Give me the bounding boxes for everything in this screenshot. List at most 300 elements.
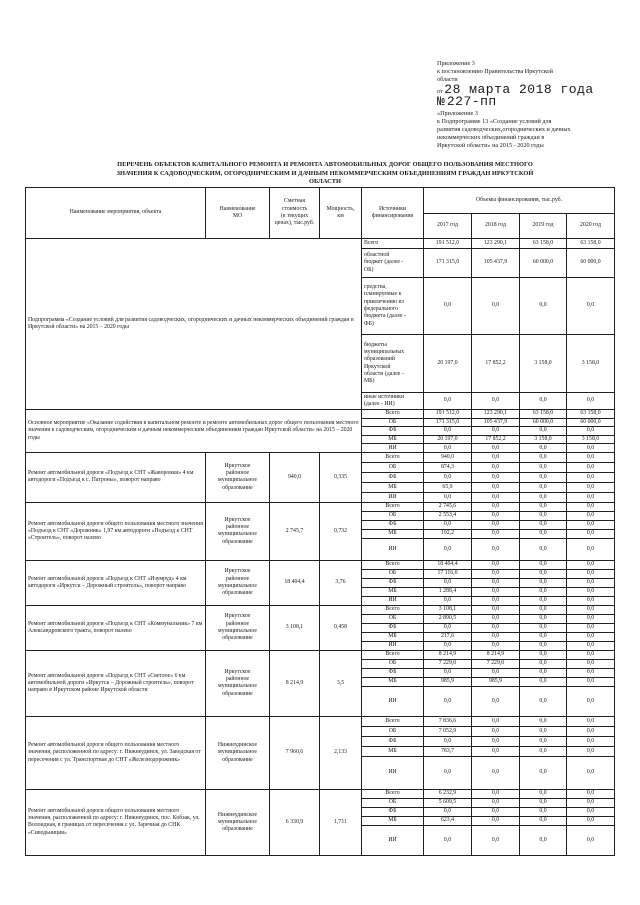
value-cell: 60 000,0 [520, 249, 567, 278]
value-cell: 0,0 [472, 520, 520, 529]
source-label-line: ФБ) [364, 320, 374, 327]
source-label-line: иные источники [364, 393, 405, 400]
value-cell: 0,0 [567, 502, 615, 511]
source-label-line: средства, [364, 284, 387, 291]
object-municipality [206, 789, 270, 855]
value-cell: 0,0 [472, 511, 520, 520]
value-cell: 0,0 [520, 798, 567, 807]
main-event-row [26, 410, 615, 419]
value-cell: 0,0 [472, 686, 520, 716]
value-cell: 0,0 [567, 686, 615, 716]
value-cell: 0,0 [472, 641, 520, 650]
municipality-line: Нижнеудинское [217, 742, 258, 749]
value-cell: 0,0 [520, 816, 567, 825]
value-cell: 0,0 [520, 726, 567, 736]
value-cell: 0,0 [472, 462, 520, 472]
col-header-2019: 2019 год [520, 214, 567, 239]
value-cell: 0,0 [520, 668, 567, 677]
value-cell: 0,0 [567, 538, 615, 560]
source-label: ИИ [362, 641, 424, 650]
value-cell: 0,0 [520, 641, 567, 650]
value-cell: 0,0 [520, 569, 567, 578]
source-label-line: муниципальных [364, 348, 405, 355]
source-label: МБ [362, 435, 424, 444]
object-municipality [206, 560, 270, 605]
source-label-line: области (далее - [364, 370, 404, 377]
value-cell: 7 229,0 [472, 659, 520, 668]
appendix-line-1: «Приложение 3 [437, 110, 478, 117]
value-cell: 0,0 [472, 736, 520, 746]
value-cell: 0,0 [472, 614, 520, 623]
value-cell: 0,0 [567, 726, 615, 736]
value-cell: 0,0 [472, 427, 520, 436]
municipality-line: районное [225, 620, 250, 627]
source-label: ОБ [362, 418, 424, 427]
value-cell: 3 158,0 [567, 335, 615, 393]
value-cell: 171 315,0 [424, 418, 472, 427]
object-name: Ремонт автомобильной дороги «Подъезд к СНТ «Светлое» 6 км автомобильной дороги «Иркутск – Дорожный строитель», поворот направо в Иркутском районе Иркутской области [26, 650, 206, 716]
source-label: ФБ [362, 668, 424, 677]
source-label [362, 249, 424, 278]
municipality-line: муниципальное [218, 749, 257, 756]
value-cell: 217,6 [424, 632, 472, 641]
object-municipality [206, 502, 270, 560]
source-label: ОБ [362, 462, 424, 472]
value-cell: 0,0 [472, 756, 520, 789]
value-cell: 0,0 [520, 462, 567, 472]
value-cell: 0,0 [567, 462, 615, 472]
municipality-line: районное [225, 575, 250, 582]
source-label: ФБ [362, 736, 424, 746]
object-cost: 7 960,6 [270, 716, 320, 789]
object-cost: 6 330,9 [270, 789, 320, 855]
value-cell: 0,0 [567, 605, 615, 614]
source-label: Всего [362, 502, 424, 511]
municipality-line: муниципальное [218, 582, 257, 589]
value-cell: 0,0 [472, 798, 520, 807]
value-cell: 0,0 [567, 650, 615, 659]
subprogram-name: Подпрограмма «Создание условий для развития садоводческих, огороднических и дачных некоммерческих объединений граждан в Иркутской области» на 2015 – 2020 годы [26, 239, 362, 410]
municipality-line: Иркутское [224, 516, 251, 523]
source-label: Всего [362, 239, 424, 249]
value-cell: 0,0 [567, 746, 615, 756]
header-line-3: области [437, 76, 458, 83]
value-cell: 0,0 [520, 756, 567, 789]
source-label-line: МБ) [364, 378, 375, 385]
object-name: Ремонт автомобильной дороги «Подъезд к СНТ «Изумруд» 4 км автодороги «Иркутск – Дорожный строитель», поворот направо [26, 560, 206, 605]
value-cell: 0,0 [567, 623, 615, 632]
value-cell: 17 852,2 [472, 335, 520, 393]
value-cell: 105 437,9 [472, 249, 520, 278]
value-cell: 20 197,0 [424, 435, 472, 444]
value-cell: 0,0 [520, 427, 567, 436]
value-cell: 623,4 [424, 816, 472, 825]
financing-table [25, 187, 615, 856]
value-cell: 0,0 [520, 444, 567, 453]
value-cell: 0,0 [567, 511, 615, 520]
main-event-name: Основное мероприятие «Оказание содействия в капитальном ремонте и ремонте автомобильных дорог общего пользования местного значения к садоводческим, огородническим и дачным некоммерческим объединениям граждан Иркутской области» на 2015 – 2020 годы [26, 410, 362, 453]
value-cell: 0,0 [567, 529, 615, 538]
value-cell: 60 000,0 [567, 249, 615, 278]
value-cell: 0,0 [567, 578, 615, 587]
source-label: ОБ [362, 614, 424, 623]
source-label: ФБ [362, 472, 424, 482]
source-label-line: планируемые к [364, 291, 402, 298]
source-label: МБ [362, 529, 424, 538]
value-cell: 0,0 [520, 560, 567, 569]
value-cell: 0,0 [567, 677, 615, 686]
value-cell: 65,9 [424, 482, 472, 492]
title-line-2: ЗНАЧЕНИЯ К САДОВОДЧЕСКИМ, ОГОРОДНИЧЕСКИМ И ДАЧНЫМ НЕКОММЕРЧЕСКИМ ОБЪЕДИНЕНИЯМ ГРАЖДАН ИРКУТСКОЙ [116, 169, 534, 177]
source-label: Всего [362, 716, 424, 726]
value-cell: 7 052,9 [424, 726, 472, 736]
municipality-line: образование [222, 756, 253, 763]
source-label-line: областной [364, 252, 390, 259]
object-row [26, 716, 615, 726]
value-cell: 0,0 [567, 492, 615, 502]
value-cell: 0,0 [520, 529, 567, 538]
municipality-line: муниципальное [218, 627, 257, 634]
value-cell: 0,0 [567, 472, 615, 482]
source-label: ИИ [362, 686, 424, 716]
value-cell: 0,0 [424, 668, 472, 677]
value-cell: 985,9 [424, 677, 472, 686]
value-cell: 0,0 [520, 278, 567, 335]
value-cell: 0,0 [472, 825, 520, 855]
municipality-line: образование [222, 690, 253, 697]
value-cell: 0,0 [567, 596, 615, 605]
value-cell: 0,0 [520, 677, 567, 686]
municipality-line: районное [225, 524, 250, 531]
object-row [26, 650, 615, 659]
value-cell: 0,0 [424, 641, 472, 650]
header-line-1: Приложение 3 [437, 60, 475, 67]
header-number: 227-пп [446, 94, 497, 109]
col-header-name: Наименование мероприятия, объекта [26, 188, 206, 239]
value-cell: 0,0 [520, 605, 567, 614]
object-municipality [206, 716, 270, 789]
object-row [26, 502, 615, 511]
value-cell: 0,0 [520, 632, 567, 641]
value-cell: 0,0 [520, 736, 567, 746]
value-cell: 8 214,9 [472, 650, 520, 659]
object-cost: 2 745,7 [270, 502, 320, 560]
value-cell: 0,0 [567, 560, 615, 569]
object-cost: 18 404,4 [270, 560, 320, 605]
source-label-line: бюджет (далее - [364, 259, 404, 266]
object-row [26, 560, 615, 569]
municipality-line: Нижнеудинское [217, 811, 258, 818]
municipality-line: районное [225, 470, 250, 477]
value-cell: 17 852,2 [472, 435, 520, 444]
header-date-prefix: от [437, 88, 443, 95]
object-power: 3,5 [320, 650, 362, 716]
appendix-line-2: к Подпрограмме 13 «Создание условий для [437, 118, 552, 125]
source-label [362, 393, 424, 410]
source-label [362, 335, 424, 393]
value-cell: 60 000,0 [567, 418, 615, 427]
value-cell: 0,0 [567, 736, 615, 746]
municipality-line: муниципальное [218, 477, 257, 484]
municipality-line: образование [222, 826, 253, 833]
value-cell: 0,0 [520, 482, 567, 492]
municipality-line: Иркутское [224, 668, 251, 675]
source-label-line: федерального [364, 306, 398, 312]
object-name: Ремонт автомобильной дороги общего пользования местного значения, расположенной по адресу: г. Нижнеудинск, пос. Кобзак, ул. Волоидная, в границах от пересечения с ул. Заречная до СНК «Сиводьниция» [26, 789, 206, 855]
object-municipality [206, 452, 270, 502]
value-cell: 0,0 [424, 520, 472, 529]
value-cell: 0,0 [567, 452, 615, 462]
value-cell: 0,0 [424, 578, 472, 587]
municipality-line: Иркутское [224, 568, 251, 575]
value-cell: 0,0 [567, 807, 615, 816]
col-header-source: Источники финансирования [362, 188, 424, 239]
source-label: ИИ [362, 492, 424, 502]
value-cell: 0,0 [472, 529, 520, 538]
subprogram-row [26, 239, 615, 249]
value-cell: 0,0 [472, 632, 520, 641]
value-cell: 0,0 [567, 789, 615, 798]
value-cell: 0,0 [520, 807, 567, 816]
source-label: ИИ [362, 825, 424, 855]
document-title [52, 161, 598, 187]
object-municipality [206, 650, 270, 716]
value-cell: 0,0 [520, 825, 567, 855]
municipality-line: образование [222, 538, 253, 545]
object-cost: 8 214,9 [270, 650, 320, 716]
col-header-2020: 2020 год [567, 214, 615, 239]
source-label-line: бюджеты [364, 341, 387, 348]
value-cell: 0,0 [520, 492, 567, 502]
value-cell: 0,0 [472, 569, 520, 578]
value-cell: 0,0 [567, 393, 615, 410]
value-cell: 60 000,0 [520, 418, 567, 427]
municipality-line: образование [222, 590, 253, 597]
value-cell: 940,0 [424, 452, 472, 462]
object-power: 0,732 [320, 502, 362, 560]
title-line-1: ПЕРЕЧЕНЬ ОБЪЕКТОВ КАПИТАЛЬНОГО РЕМОНТА И РЕМОНТА АВТОМОБИЛЬНЫХ ДОРОГ ОБЩЕГО ПОЛЬЗОВАНИЯ МЕСТНОГО [117, 161, 533, 168]
source-label: МБ [362, 677, 424, 686]
source-label: МБ [362, 816, 424, 825]
object-power: 2,133 [320, 716, 362, 789]
object-row [26, 789, 615, 798]
col-header-2017: 2017 год [424, 214, 472, 239]
value-cell: 0,0 [472, 605, 520, 614]
value-cell: 0,0 [472, 807, 520, 816]
source-label: ОБ [362, 569, 424, 578]
value-cell: 0,0 [472, 452, 520, 462]
value-cell: 0,0 [520, 614, 567, 623]
source-label: ОБ [362, 798, 424, 807]
value-cell: 17 116,0 [424, 569, 472, 578]
object-cost: 940,0 [270, 452, 320, 502]
value-cell: 0,0 [520, 659, 567, 668]
source-label: МБ [362, 587, 424, 596]
value-cell: 0,0 [520, 393, 567, 410]
value-cell: 7 229,0 [424, 659, 472, 668]
source-label: ИИ [362, 538, 424, 560]
value-cell: 171 315,0 [424, 249, 472, 278]
value-cell: 0,0 [424, 686, 472, 716]
object-row [26, 605, 615, 614]
source-label-line: образований [364, 356, 396, 363]
value-cell: 0,0 [520, 538, 567, 560]
value-cell: 0,0 [472, 538, 520, 560]
header-date: 28 марта 2018 года [444, 82, 594, 97]
value-cell: 0,0 [520, 520, 567, 529]
value-cell: 0,0 [472, 482, 520, 492]
object-row [26, 452, 615, 462]
object-power: 0,458 [320, 605, 362, 650]
value-cell: 783,7 [424, 746, 472, 756]
value-cell: 0,0 [567, 668, 615, 677]
municipality-line: образование [222, 635, 253, 642]
value-cell: 0,0 [567, 427, 615, 436]
source-label: ФБ [362, 427, 424, 436]
source-label: ФБ [362, 807, 424, 816]
municipality-line: муниципальное [218, 531, 257, 538]
value-cell: 0,0 [520, 511, 567, 520]
col-header-2018: 2018 год [472, 214, 520, 239]
value-cell: 0,0 [424, 596, 472, 605]
source-label: ОБ [362, 726, 424, 736]
value-cell: 0,0 [424, 427, 472, 436]
value-cell: 0,0 [567, 278, 615, 335]
value-cell: 0,0 [424, 472, 472, 482]
value-cell: 0,0 [567, 659, 615, 668]
col-header-volumes: Объемы финансирования, тыс.руб. [424, 188, 615, 214]
value-cell: 0,0 [567, 444, 615, 453]
source-label: ИИ [362, 756, 424, 789]
value-cell: 0,0 [424, 278, 472, 335]
header-line-2: к постановлению Правительства Иркутской [437, 68, 553, 75]
value-cell: 0,0 [424, 825, 472, 855]
title-line-3: ОБЛАСТИ [309, 178, 341, 185]
header-number-prefix: № [437, 94, 446, 109]
value-cell: 0,0 [520, 789, 567, 798]
value-cell: 0,0 [472, 668, 520, 677]
source-label: МБ [362, 482, 424, 492]
value-cell: 8 214,9 [424, 650, 472, 659]
value-cell: 0,0 [520, 716, 567, 726]
source-label: Всего [362, 650, 424, 659]
source-label: МБ [362, 746, 424, 756]
source-label-line: бюджета (далее - [364, 313, 406, 320]
value-cell: 0,0 [424, 623, 472, 632]
source-label-line: ОБ) [364, 266, 374, 273]
value-cell: 3 158,0 [520, 335, 567, 393]
value-cell: 0,0 [520, 686, 567, 716]
value-cell: 105 437,9 [472, 418, 520, 427]
value-cell: 0,0 [472, 726, 520, 736]
source-label-line: привлечению из [364, 298, 404, 305]
value-cell: 0,0 [520, 502, 567, 511]
value-cell: 0,0 [567, 482, 615, 492]
value-cell: 0,0 [520, 623, 567, 632]
source-label-line: (далее - ИИ) [364, 401, 395, 407]
source-label: Всего [362, 789, 424, 798]
municipality-line: районное [225, 676, 250, 683]
value-cell: 0,0 [520, 650, 567, 659]
value-cell: 0,0 [472, 587, 520, 596]
value-cell: 2 745,6 [424, 502, 472, 511]
value-cell: 5 609,5 [424, 798, 472, 807]
object-cost: 3 108,1 [270, 605, 320, 650]
source-label: МБ [362, 632, 424, 641]
municipality-line: Иркутское [224, 613, 251, 620]
value-cell: 0,0 [472, 560, 520, 569]
value-cell: 3 158,0 [567, 435, 615, 444]
source-label: ФБ [362, 520, 424, 529]
document-header [437, 60, 633, 150]
value-cell: 0,0 [424, 444, 472, 453]
value-cell: 0,0 [520, 452, 567, 462]
value-cell: 3 158,0 [520, 435, 567, 444]
object-name: Ремонт автомобильной дороги общего пользования местного значения «Подъезд к СНТ «Дорожник» 1,97 км автодороги «Подъезд к СНТ «Строитель», поворот налево [26, 502, 206, 560]
value-cell: 0,0 [567, 641, 615, 650]
object-power: 3,76 [320, 560, 362, 605]
appendix-line-4: некоммерческих объединений граждан в [437, 134, 545, 141]
value-cell: 0,0 [567, 798, 615, 807]
value-cell: 0,0 [472, 716, 520, 726]
source-label [362, 278, 424, 335]
source-label: Всего [362, 410, 424, 419]
object-power: 0,335 [320, 452, 362, 502]
value-cell: 63 158,0 [567, 239, 615, 249]
value-cell: 0,0 [472, 502, 520, 511]
col-header-mo: Наименование МО [206, 188, 270, 239]
value-cell: 0,0 [520, 746, 567, 756]
value-cell: 0,0 [567, 569, 615, 578]
value-cell: 0,0 [424, 393, 472, 410]
value-cell: 0,0 [472, 444, 520, 453]
value-cell: 0,0 [567, 825, 615, 855]
value-cell: 0,0 [472, 623, 520, 632]
col-header-cost: Сметная стоимость (в текущих ценах), тыс.руб. [270, 188, 320, 239]
source-label-line: Иркутской [364, 363, 391, 370]
value-cell: 0,0 [567, 614, 615, 623]
source-label: ИИ [362, 444, 424, 453]
value-cell: 123 290,1 [472, 410, 520, 419]
value-cell: 985,9 [472, 677, 520, 686]
source-label: Всего [362, 605, 424, 614]
municipality-line: муниципальное [218, 818, 257, 825]
value-cell: 6 232,9 [424, 789, 472, 798]
source-label: ОБ [362, 511, 424, 520]
value-cell: 191 512,0 [424, 239, 472, 249]
value-cell: 192,2 [424, 529, 472, 538]
object-name: Ремонт автомобильной дороги «Подъезд к СНТ «Жаворонки» 4 км автодороги «Подъезд к с. Патроны», поворот направо [26, 452, 206, 502]
value-cell: 63 158,0 [567, 410, 615, 419]
source-label: ОБ [362, 659, 424, 668]
value-cell: 0,0 [472, 472, 520, 482]
municipality-line: образование [222, 484, 253, 491]
value-cell: 0,0 [520, 596, 567, 605]
value-cell: 0,0 [520, 578, 567, 587]
municipality-line: муниципальное [218, 683, 257, 690]
value-cell: 0,0 [567, 716, 615, 726]
value-cell: 18 404,4 [424, 560, 472, 569]
value-cell: 0,0 [472, 596, 520, 605]
object-municipality [206, 605, 270, 650]
value-cell: 874,3 [424, 462, 472, 472]
value-cell: 0,0 [520, 472, 567, 482]
value-cell: 191 512,0 [424, 410, 472, 419]
value-cell: 0,0 [472, 746, 520, 756]
value-cell: 63 158,0 [520, 410, 567, 419]
col-header-power: Мощность, км [320, 188, 362, 239]
value-cell: 0,0 [472, 393, 520, 410]
